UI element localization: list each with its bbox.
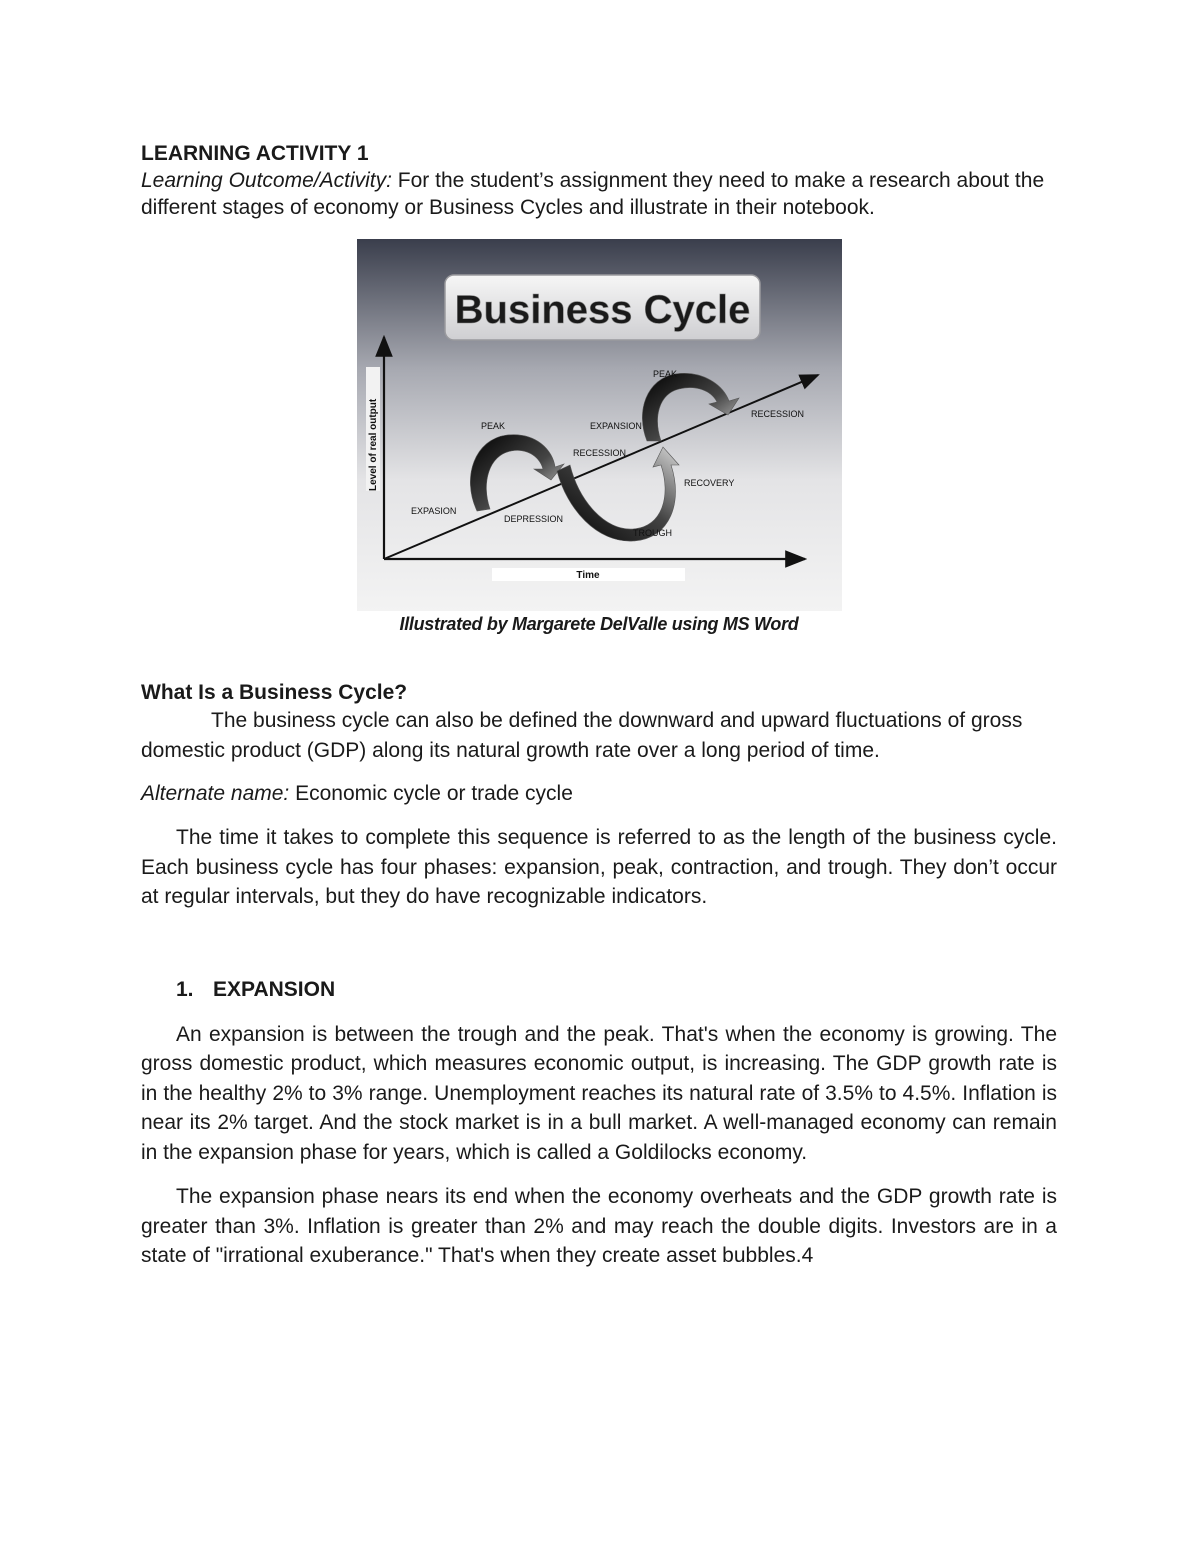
learning-outcome-paragraph: [141, 167, 1057, 221]
stage-label-recession-2: RECESSION: [751, 409, 805, 419]
stage-label-expansion-2: EXPANSION: [590, 421, 642, 431]
x-axis-label: Time: [576, 570, 600, 581]
section-title: EXPANSION: [213, 977, 336, 1001]
document-content: [141, 140, 1057, 1271]
stage-label-trough: TROUGH: [633, 528, 672, 538]
stage-label-depression: DEPRESSION: [504, 514, 564, 524]
alternate-name-label: Alternate name:: [141, 782, 290, 805]
definition-paragraph: The business cycle can also be defined the downward and upward fluctuations of gross domestic product (GDP) along its natural growth rate over a long period of time.: [141, 709, 1023, 762]
section-number: 1.: [176, 977, 194, 1001]
stage-label-peak-2: PEAK: [653, 369, 678, 379]
figure-title: Business Cycle: [454, 288, 751, 332]
activity-heading: LEARNING ACTIVITY 1: [141, 142, 369, 165]
business-cycle-figure: [357, 239, 842, 611]
expansion-paragraph-1: An expansion is between the trough and the peak. That's when the economy is growing. The gross domestic product, which measures economic output, is increasing. The GDP growth rate is in the healthy 2% to 3% range. Unemployment reaches its natural rate of 3.5% to 4.5%. Inflation is near its 2% target. And the stock market is in a bull market. A well-managed economy can remain in the expansion phase for years, which is called a Goldilocks economy.: [141, 1022, 1057, 1164]
stage-label-expansion-1: EXPASION: [411, 506, 457, 516]
y-axis-label: Level of real output: [368, 398, 379, 491]
alternate-name-paragraph: [141, 779, 1057, 808]
figure-caption: Illustrated by Margarete DelValle using MS Word: [399, 614, 799, 634]
stage-label-recession-1: RECESSION: [573, 448, 627, 458]
stage-label-peak-1: PEAK: [481, 421, 506, 431]
expansion-section-heading: [176, 976, 1057, 1003]
expansion-paragraph-2: The expansion phase nears its end when the economy overheats and the GDP growth rate is greater than 3%. Inflation is greater than 2% and may reach the double digits. Investors are in a state of "irrational exuberance." That's when they create asset bubbles.4: [141, 1185, 1057, 1267]
phases-paragraph: The time it takes to complete this sequence is referred to as the length of the business cycle. Each business cycle has four phases: expansion, peak, contraction, and trough. They don’t occur at regular intervals, but they do have recognizable indicators.: [141, 826, 1057, 908]
stage-label-recovery: RECOVERY: [684, 478, 735, 488]
business-cycle-illustration: [357, 239, 842, 611]
alternate-name-text: Economic cycle or trade cycle: [289, 782, 573, 805]
learning-outcome-label: Learning Outcome/Activity:: [141, 169, 392, 192]
what-is-heading: What Is a Business Cycle?: [141, 681, 408, 704]
learning-outcome-text: For the student’s assignment they need to make a research about the different stages of economy or Business Cycles and illustrate in their notebook.: [141, 169, 1045, 219]
